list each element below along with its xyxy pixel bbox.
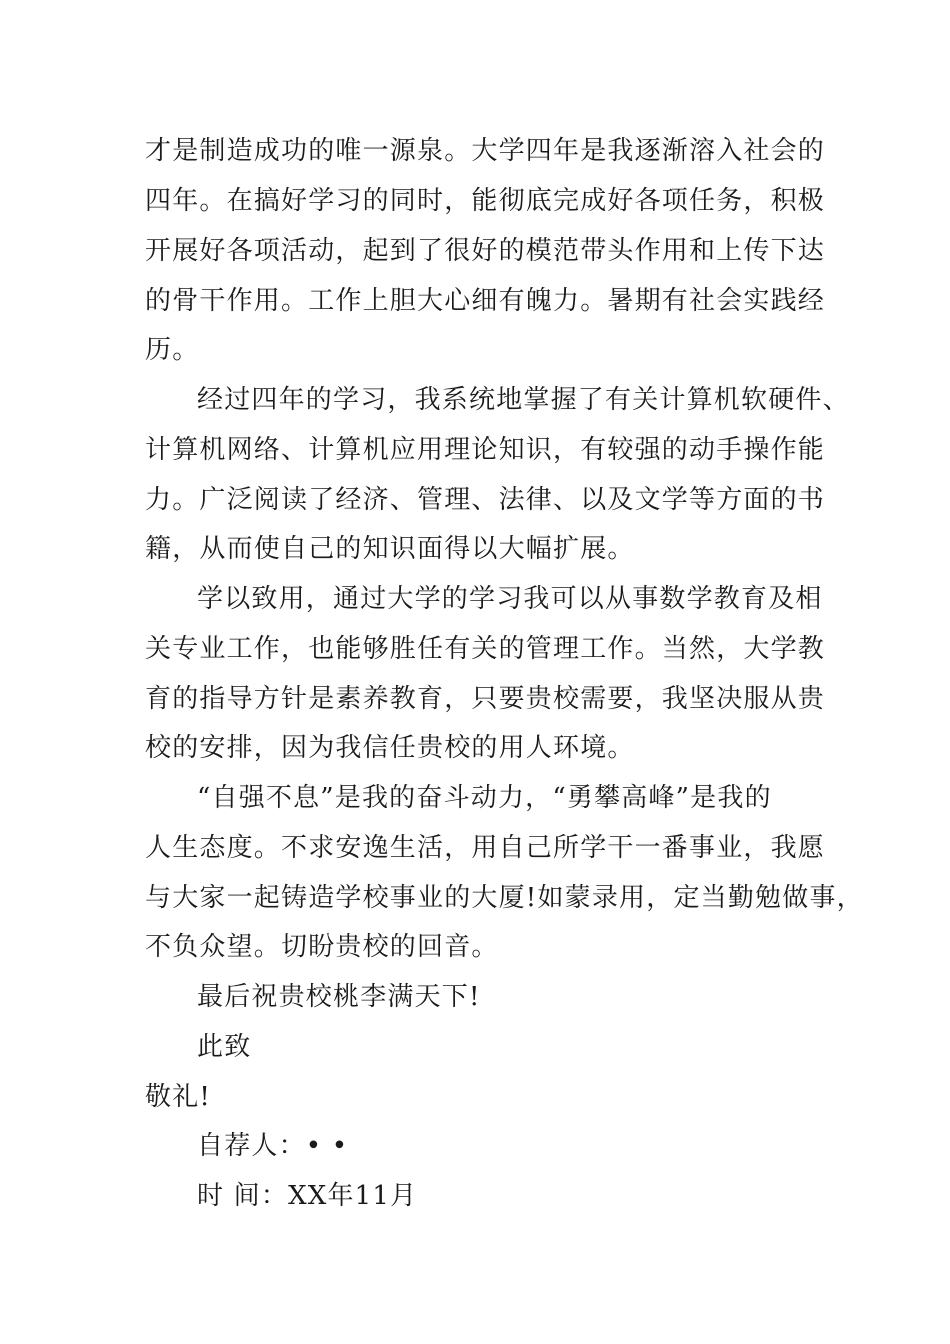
paragraph-2-line-1: 经过四年的学习，我系统地掌握了有关计算机软硬件、 [197, 385, 850, 415]
paragraph-3-line-2: 关专业工作，也能够胜任有关的管理工作。当然，大学教 [145, 634, 826, 664]
closing-wish: 最后祝贵校桃李满天下! [197, 982, 481, 1012]
paragraph-4-line-3: 与大家一起铸造学校事业的大厦!如蒙录用，定当勤勉做事， [145, 883, 864, 913]
paragraph-1-line-4: 的骨干作用。工作上胆大心细有魄力。暑期有社会实践经 [145, 286, 826, 316]
signature: 自荐人：• • [197, 1131, 349, 1161]
paragraph-2-line-3: 力。广泛阅读了经济、管理、法律、以及文学等方面的书 [145, 485, 826, 515]
paragraph-1-line-2: 四年。在搞好学习的同时，能彻底完成好各项任务，积极 [145, 186, 826, 216]
salutation: 敬礼! [145, 1082, 212, 1112]
paragraph-1-line-1: 才是制造成功的唯一源泉。大学四年是我逐渐溶入社会的 [145, 136, 826, 166]
paragraph-2-line-4: 籍，从而使自己的知识面得以大幅扩展。 [145, 534, 635, 564]
paragraph-1-line-5: 历。 [145, 335, 200, 365]
paragraph-3-line-1: 学以致用，通过大学的学习我可以从事数学教育及相 [197, 584, 823, 614]
paragraph-3-line-4: 校的安排，因为我信任贵校的用人环境。 [145, 733, 635, 763]
paragraph-4-line-1: “自强不息”是我的奋斗动力，“勇攀高峰”是我的 [197, 783, 772, 813]
paragraph-1-line-3: 开展好各项活动，起到了很好的模范带头作用和上传下达 [145, 236, 826, 266]
closing-phrase: 此致 [197, 1032, 252, 1062]
date: 时 间：XX年11月 [197, 1181, 418, 1211]
paragraph-4-line-4: 不负众望。切盼贵校的回音。 [145, 932, 499, 962]
paragraph-2-line-2: 计算机网络、计算机应用理论知识，有较强的动手操作能 [145, 435, 826, 465]
paragraph-3-line-3: 育的指导方针是素养教育，只要贵校需要，我坚决服从贵 [145, 684, 826, 714]
paragraph-4-line-2: 人生态度。不求安逸生活，用自己所学干一番事业，我愿 [145, 833, 826, 863]
